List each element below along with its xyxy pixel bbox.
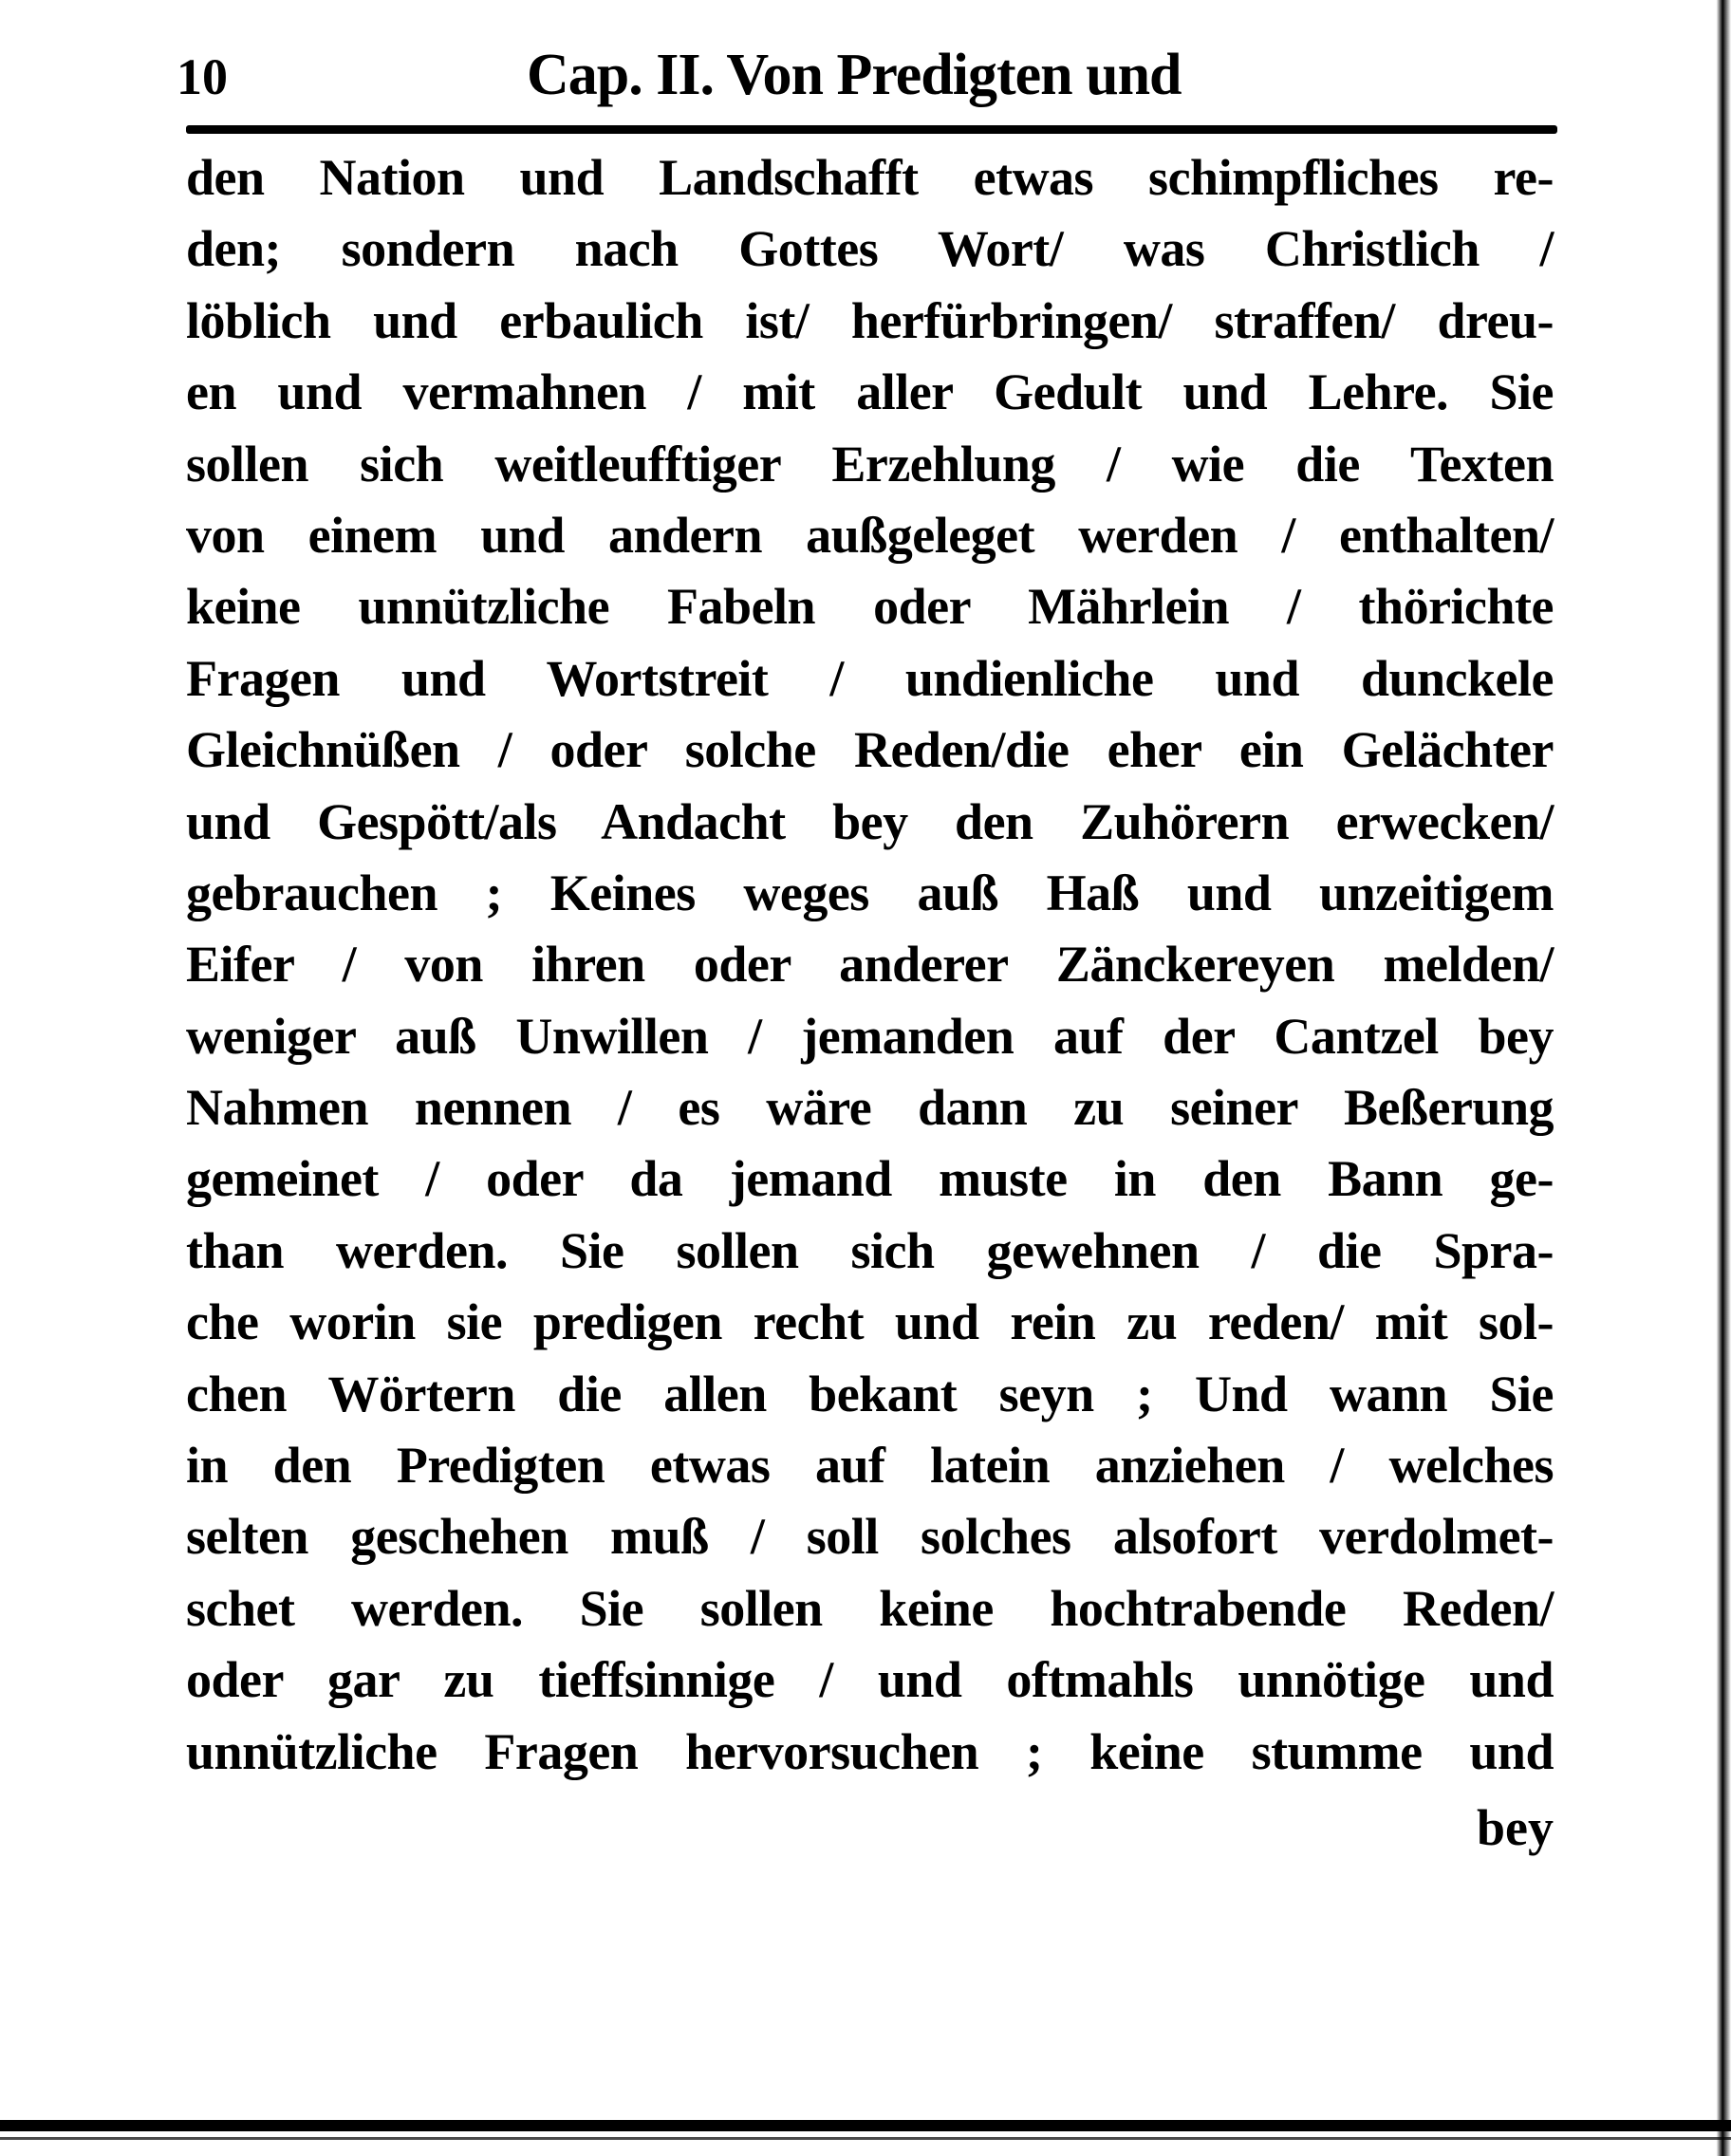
text-line: selten geschehen muß / soll solches alsofort verdolmet-: [186, 1508, 1554, 1566]
text-line: che worin sie predigen recht und rein zu reden/ mit sol-: [186, 1293, 1554, 1351]
page-number: 10: [177, 48, 228, 105]
text-line: than werden. Sie sollen sich gewehnen / die Spra-: [186, 1221, 1554, 1279]
text-line: keine unnützliche Fabeln oder Mährlein / thörichte: [186, 578, 1554, 636]
text-line: löblich und erbaulich ist/ herfürbringen/ straffen/ dreu-: [186, 291, 1554, 349]
text-line: en und vermahnen / mit aller Gedult und Lehre. Sie: [186, 363, 1554, 421]
text-line: Fragen und Wortstreit / undienliche und dunckele: [186, 649, 1554, 707]
text-line: schet werden. Sie sollen keine hochtrabende Reden/: [186, 1579, 1554, 1637]
text-line: gebrauchen ; Keines weges auß Haß und unzeitigem: [186, 864, 1554, 921]
text-line: in den Predigten etwas auf latein anziehen / welches: [186, 1437, 1554, 1495]
text-line: weniger auß Unwillen / jemanden auf der Cantzel bey: [186, 1007, 1554, 1065]
text-line: Eifer / von ihren oder anderer Zänckereyen melden/: [186, 936, 1554, 994]
body-text: [186, 142, 1554, 1788]
text-line: den Nation und Landschafft etwas schimpfliches re-: [186, 149, 1554, 206]
text-line: den; sondern nach Gottes Wort/ was Christlich /: [186, 220, 1554, 278]
text-line: chen Wörtern die allen bekant seyn ; Und wann Sie: [186, 1365, 1554, 1422]
text-line: gemeinet / oder da jemand muste in den Bann ge-: [186, 1150, 1554, 1208]
text-line: sollen sich weitleufftiger Erzehlung / wie die Texten: [186, 435, 1554, 493]
catchword: bey: [1477, 1799, 1554, 1856]
text-line: Nahmen nennen / es wäre dann zu seiner Beßerung: [186, 1079, 1554, 1137]
running-title: Cap. II. Von Predigten und: [527, 43, 1182, 107]
text-line: oder gar zu tieffsinnige / und oftmahls unnötige und: [186, 1651, 1554, 1709]
bottom-scan-border: [0, 2120, 1731, 2131]
header-rule: [186, 125, 1557, 134]
text-line: von einem und andern außgeleget werden / enthalten/: [186, 506, 1554, 564]
text-line: und Gespött/als Andacht bey den Zuhörern erwecken/: [186, 792, 1554, 850]
text-line: Gleichnüßen / oder solche Reden/die eher ein Gelächter: [186, 721, 1554, 779]
text-line: unnützliche Fragen hervorsuchen ; keine stumme und: [186, 1722, 1554, 1780]
book-edge-shadow: [1710, 0, 1731, 2156]
bottom-scan-border-thin: [0, 2137, 1731, 2140]
